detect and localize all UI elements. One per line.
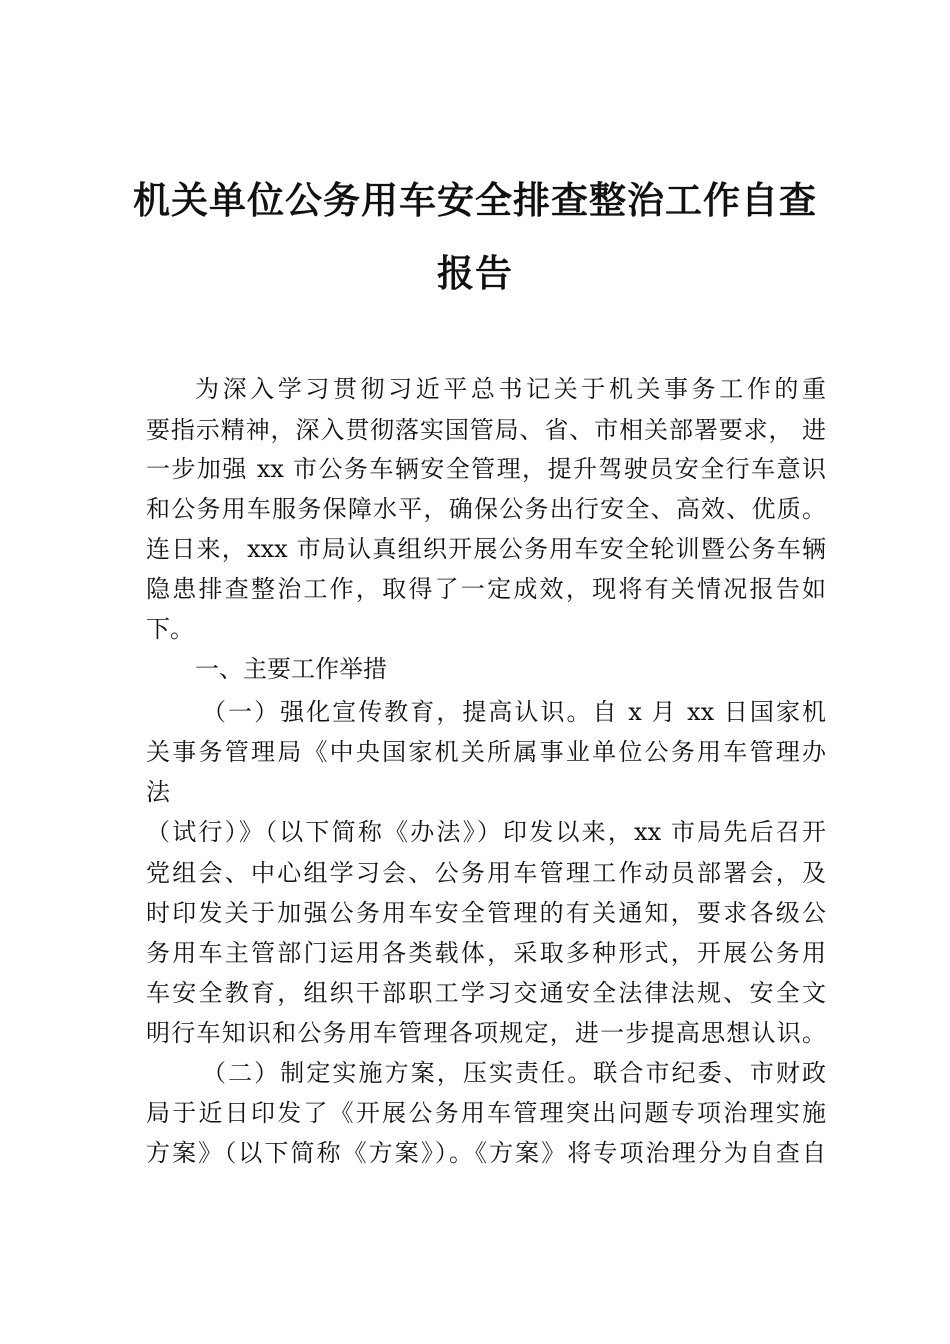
document-title-line-1: 机关单位公务用车安全排查整治工作自查 (133, 179, 817, 222)
body-line: （一）强化宣传教育，提高认识。自 x 月 xx 日国家机 (202, 698, 826, 726)
body-line: 车安全教育，组织干部职工学习交通安全法律法规、安全文 (146, 979, 826, 1007)
body-line: 局于近日印发了《开展公务用车管理突出问题专项治理实施 (146, 1099, 826, 1127)
body-line: 隐患排查整治工作，取得了一定成效，现将有关情况报告如 (146, 575, 826, 603)
body-line: 时印发关于加强公务用车安全管理的有关通知，要求各级公 (146, 899, 826, 927)
body-line: 法 (146, 778, 170, 806)
body-line: （试行）》（以下简称《办法》）印发以来，xx 市局先后召开 (146, 818, 826, 846)
body-line: 要指示精神，深入贯彻落实国管局、省、市相关部署要求， 进 (146, 416, 826, 444)
body-line: 党组会、中心组学习会、公务用车管理工作动员部署会，及 (146, 859, 826, 887)
section-heading: 一、主要工作举措 (195, 655, 387, 683)
body-line: 下。 (146, 615, 194, 643)
body-line: 务用车主管部门运用各类载体，采取多种形式，开展公务用 (146, 939, 826, 967)
body-line: 关事务管理局《中央国家机关所属事业单位公务用车管理办 (146, 738, 826, 766)
body-line: 方案》（以下简称《方案》）。《方案》将专项治理分为自查自 (146, 1139, 826, 1167)
body-line: 为深入学习贯彻习近平总书记关于机关事务工作的重 (195, 375, 826, 403)
body-line: 一步加强 xx 市公务车辆安全管理，提升驾驶员安全行车意识 (146, 455, 826, 483)
body-line: （二）制定实施方案，压实责任。联合市纪委、市财政 (202, 1059, 826, 1087)
body-line: 连日来，xxx 市局认真组织开展公务用车安全轮训暨公务车辆 (146, 535, 826, 563)
body-line: 明行车知识和公务用车管理各项规定，进一步提高思想认识。 (146, 1019, 826, 1047)
body-line: 和公务用车服务保障水平，确保公务出行安全、高效、优质。 (146, 495, 826, 523)
document-title-line-2: 报告 (437, 252, 513, 295)
